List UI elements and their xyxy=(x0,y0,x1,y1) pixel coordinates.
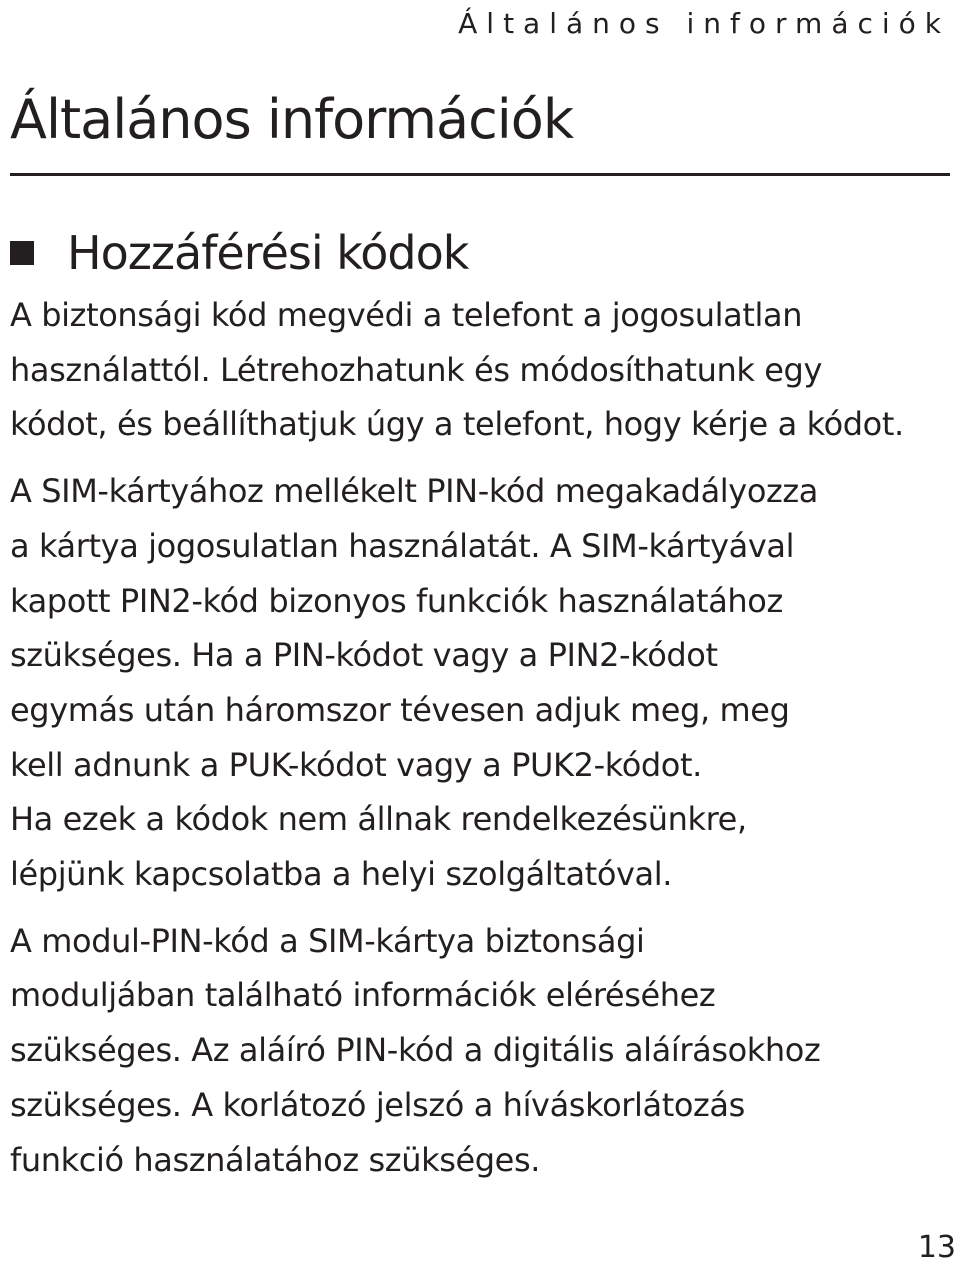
text-line: szükséges. A korlátozó jelszó a híváskorlátozás xyxy=(10,1085,745,1124)
paragraph-pin-codes xyxy=(10,464,955,902)
text-line: A biztonsági kód megvédi a telefont a jogosulatlan xyxy=(10,296,803,334)
body-text xyxy=(10,288,955,1187)
page-number: 13 xyxy=(917,1230,956,1265)
section-title: Hozzáférési kódok xyxy=(67,226,469,280)
page-title: Általános információk xyxy=(10,88,574,151)
title-divider xyxy=(10,173,950,176)
text-line: A SIM-kártyához mellékelt PIN-kód megakadályozza xyxy=(10,472,819,511)
text-line: lépjünk kapcsolatba a helyi szolgáltatóval. xyxy=(10,855,673,894)
text-line: moduljában található információk eléréséhez xyxy=(10,976,716,1015)
text-line: funkció használatához szükséges. xyxy=(10,1140,541,1179)
text-line: kell adnunk a PUK-kódot vagy a PUK2-kódot. xyxy=(10,745,702,784)
text-line: A modul-PIN-kód a SIM-kártya biztonsági xyxy=(10,921,645,960)
text-line: a kártya jogosulatlan használatát. A SIM-kártyával xyxy=(10,526,795,565)
text-line: egymás után háromszor tévesen adjuk meg, meg xyxy=(10,690,790,729)
text-line: szükséges. Ha a PIN-kódot vagy a PIN2-kódot xyxy=(10,636,718,675)
text-line: kódot, és beállíthatjuk úgy a telefont, hogy kérje a kódot. xyxy=(10,405,904,444)
text-line: Ha ezek a kódok nem állnak rendelkezésünkre, xyxy=(10,800,747,839)
paragraph-security-code xyxy=(10,288,955,452)
running-header: Általános információk xyxy=(458,7,950,40)
section-heading xyxy=(10,221,468,285)
text-line: használattól. Létrehozhatunk és módosíthatunk egy xyxy=(10,350,822,389)
square-bullet-icon xyxy=(10,241,34,265)
paragraph-module-pin xyxy=(10,914,955,1188)
text-line: szükséges. Az aláíró PIN-kód a digitális aláírásokhoz xyxy=(10,1031,821,1070)
text-line: kapott PIN2-kód bizonyos funkciók használatához xyxy=(10,581,783,620)
